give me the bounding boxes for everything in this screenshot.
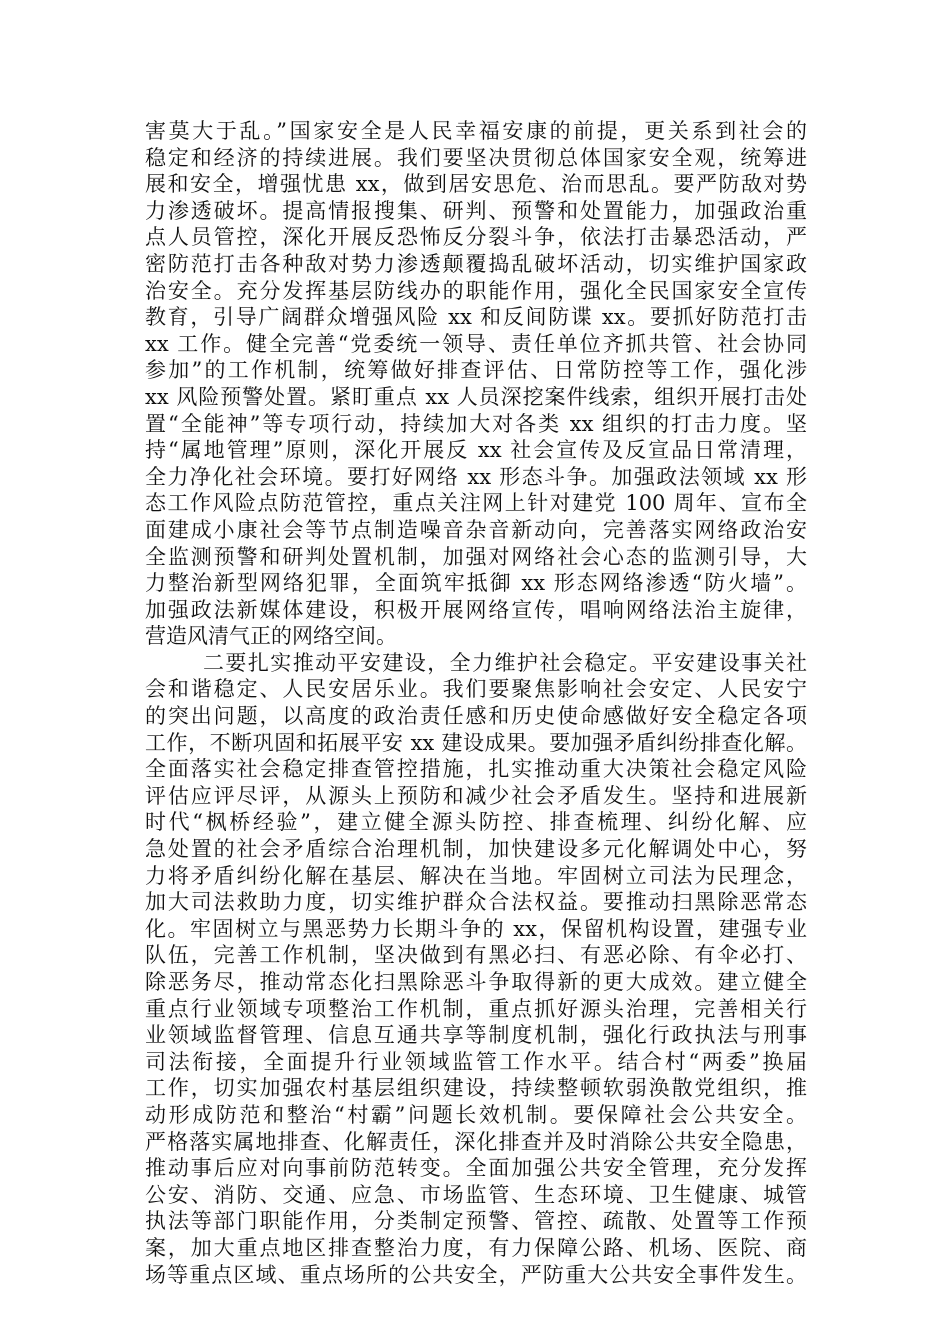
- text-line: 全监测预警和研判处置机制，加强对网络社会心态的监测引导，大: [145, 544, 807, 569]
- text-line: 治安全。充分发挥基层防线办的职能作用，强化全民国家安全宣传: [145, 278, 807, 303]
- text-line: 全力净化社会环境。要打好网络 xx 形态斗争。加强政法领域 xx 形: [145, 464, 807, 489]
- text-line: 队伍，完善工作机制，坚决做到有黑必扫、有恶必除、有伞必打、: [145, 943, 807, 968]
- text-line: 业领域监督管理、信息互通共享等制度机制，强化行政执法与刑事: [145, 1023, 807, 1048]
- text-line: 司法衔接，全面提升行业领域监管工作水平。结合村“两委”换届: [145, 1049, 807, 1074]
- text-line: 的突出问题，以高度的政治责任感和历史使命感做好安全稳定各项: [145, 704, 807, 729]
- text-line: 评估应评尽评，从源头上预防和减少社会矛盾发生。坚持和进展新: [145, 783, 807, 808]
- text-line: 推动事后应对向事前防范转变。全面加强公共安全管理，充分发挥: [145, 1156, 807, 1181]
- text-line: 态工作风险点防范管控，重点关注网上针对建党 100 周年、宣布全: [145, 491, 807, 516]
- text-line: 会和谐稳定、人民安居乐业。我们要聚焦影响社会安定、人民安宁: [145, 677, 807, 702]
- text-line: 时代“枫桥经验”，建立健全源头防控、排查梳理、纠纷化解、应: [145, 810, 807, 835]
- text-line: 公安、消防、交通、应急、市场监管、生态环境、卫生健康、城管: [145, 1182, 807, 1207]
- text-line: 二要扎实推动平安建设，全力维护社会稳定。平安建设事关社: [203, 650, 807, 675]
- text-line: 置“全能神”等专项行动，持续加大对各类 xx 组织的打击力度。坚: [145, 411, 807, 436]
- text-line: xx 工作。健全完善“党委统一领导、责任单位齐抓共管、社会协同: [145, 331, 807, 356]
- paragraph-1: [145, 118, 807, 650]
- text-line: 害莫大于乱。”国家安全是人民幸福安康的前提，更关系到社会的: [145, 119, 807, 143]
- text-line: 化。牢固树立与黑恶势力长期斗争的 xx，保留机构设置，建强专业: [145, 916, 807, 941]
- text-line: 除恶务尽，推动常态化扫黑除恶斗争取得新的更大成效。建立健全: [145, 970, 807, 994]
- text-line: 密防范打击各种敌对势力渗透颠覆捣乱破坏活动，切实维护国家政: [145, 251, 807, 276]
- text-line: 加大司法救助力度，切实维护群众合法权益。要推动扫黑除恶常态: [145, 890, 807, 915]
- text-line: 场等重点区域、重点场所的公共安全，严防重大公共安全事件发生。: [145, 1262, 807, 1287]
- document-page: [145, 118, 807, 1288]
- text-line: 展和安全，增强忧患 xx，做到居安思危、治而思乱。要严防敌对势: [145, 172, 807, 197]
- text-line: 力将矛盾纠纷化解在基层、解决在当地。牢固树立司法为民理念，: [145, 863, 807, 888]
- text-line: 加强政法新媒体建设，积极开展网络宣传，唱响网络法治主旋律，: [145, 597, 807, 622]
- text-line: 参加”的工作机制，统筹做好排查评估、日常防控等工作，强化涉: [145, 358, 807, 383]
- paragraph-2: [145, 650, 807, 1288]
- text-line: 严格落实属地排查、化解责任，深化排查并及时消除公共安全隐患，: [145, 1129, 807, 1154]
- text-line: 案，加大重点地区排查整治力度，有力保障公路、机场、医院、商: [145, 1235, 807, 1260]
- text-line: 力整治新型网络犯罪，全面筑牢抵御 xx 形态网络渗透“防火墙”。: [145, 571, 807, 596]
- text-line: 持“属地管理”原则，深化开展反 xx 社会宣传及反宣品日常清理，: [145, 438, 807, 463]
- text-line: 点人员管控，深化开展反恐怖反分裂斗争，依法打击暴恐活动，严: [145, 225, 807, 250]
- text-line: 执法等部门职能作用，分类制定预警、管控、疏散、处置等工作预: [145, 1209, 807, 1234]
- text-line: xx 风险预警处置。紧盯重点 xx 人员深挖案件线索，组织开展打击处: [145, 384, 807, 409]
- text-line: 面建成小康社会等节点制造噪音杂音新动向，完善落实网络政治安: [145, 517, 807, 542]
- text-line: 全面落实社会稳定排查管控措施，扎实推动重大决策社会稳定风险: [145, 757, 807, 782]
- text-line: 教育，引导广阔群众增强风险 xx 和反间防谍 xx。要抓好防范打击: [145, 305, 807, 330]
- text-line: 稳定和经济的持续进展。我们要坚决贯彻总体国家安全观，统筹进: [145, 145, 807, 170]
- text-line: 工作，不断巩固和拓展平安 xx 建设成果。要加强矛盾纠纷排查化解。: [145, 730, 807, 755]
- text-line: 营造风清气正的网络空间。: [145, 624, 397, 649]
- text-line: 重点行业领域专项整治工作机制，重点抓好源头治理，完善相关行: [145, 996, 807, 1021]
- text-line: 力渗透破坏。提高情报搜集、研判、预警和处置能力，加强政治重: [145, 198, 807, 223]
- text-line: 工作，切实加强农村基层组织建设，持续整顿软弱涣散党组织，推: [145, 1076, 807, 1101]
- text-line: 动形成防范和整治“村霸”问题长效机制。要保障社会公共安全。: [145, 1102, 807, 1127]
- text-line: 急处置的社会矛盾综合治理机制，加快建设多元化解调处中心，努: [145, 837, 807, 862]
